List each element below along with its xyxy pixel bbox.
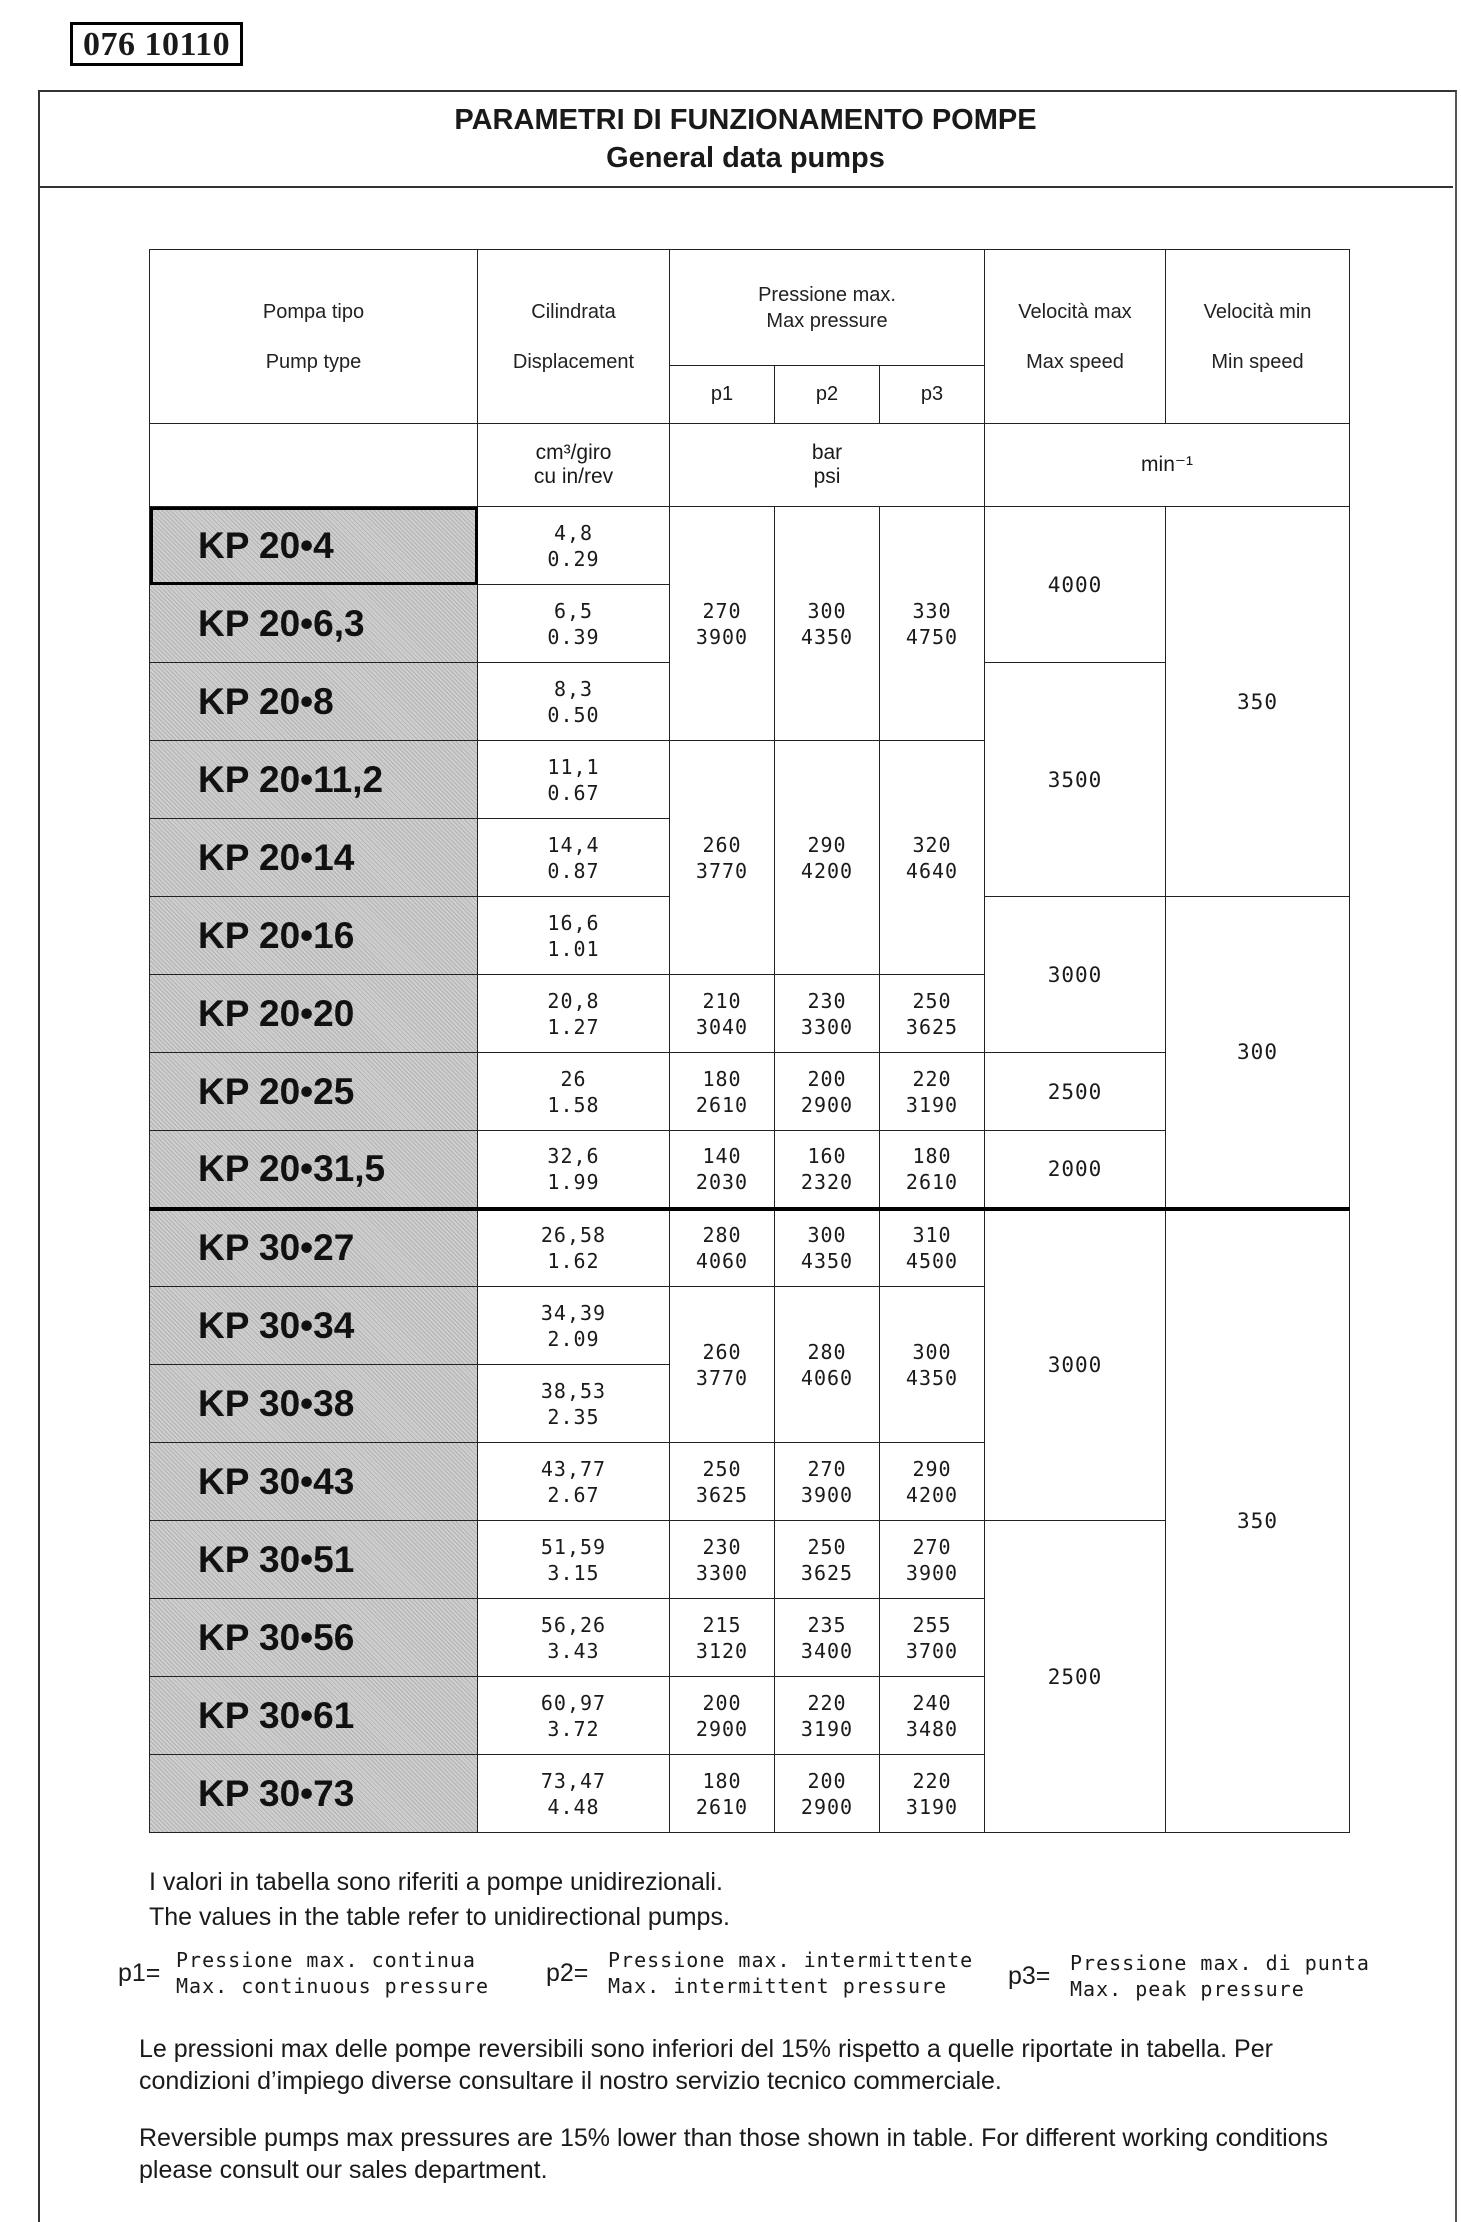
min-speed-cell: 350 (1166, 1209, 1350, 1833)
pump-type-cell: KP 20•4 (150, 507, 478, 585)
unit-pump-empty (150, 424, 478, 507)
min-speed-cell: 300 (1166, 897, 1350, 1209)
min-speed-cell: 350 (1166, 507, 1350, 897)
legend-p2-text: Pressione max. intermittente Max. intermittent pressure (608, 1948, 974, 1998)
p1-cell: 200 2900 (670, 1677, 775, 1755)
pump-type-cell: KP 30•73 (150, 1755, 478, 1833)
pump-type-cell: KP 30•43 (150, 1443, 478, 1521)
unit-speed: min⁻¹ (985, 424, 1350, 507)
max-speed-cell: 2500 (985, 1521, 1166, 1833)
p3-cell: 220 3190 (880, 1053, 985, 1131)
displacement-cell: 6,5 0.39 (478, 585, 670, 663)
pump-type-cell: KP 30•51 (150, 1521, 478, 1599)
unit-displacement (478, 424, 670, 507)
p1-cell: 215 3120 (670, 1599, 775, 1677)
pump-type-cell: KP 30•27 (150, 1209, 478, 1287)
p3-cell: 250 3625 (880, 975, 985, 1053)
header-max-speed (985, 250, 1166, 424)
displacement-cell: 16,6 1.01 (478, 897, 670, 975)
p3-cell: 270 3900 (880, 1521, 985, 1599)
p2-cell: 200 2900 (775, 1755, 880, 1833)
max-speed-cell: 3000 (985, 1209, 1166, 1521)
unit-displacement-cm3: cm³/giro (535, 441, 612, 464)
max-speed-cell: 2500 (985, 1053, 1166, 1131)
paragraph-english: Reversible pumps max pressures are 15% lower than those shown in table. For different working conditions please consult our sales department. (139, 2124, 1329, 2184)
p2-cell: 235 3400 (775, 1599, 880, 1677)
p2-cell: 160 2320 (775, 1131, 880, 1209)
header-min-speed-it: Velocità min (1203, 300, 1312, 323)
pump-type-cell: KP 20•16 (150, 897, 478, 975)
pump-type-cell: KP 20•11,2 (150, 741, 478, 819)
p2-cell: 230 3300 (775, 975, 880, 1053)
p1-cell: 260 3770 (670, 741, 775, 975)
header-min-speed (1166, 250, 1350, 424)
pump-type-cell: KP 30•61 (150, 1677, 478, 1755)
legend-p1-text: Pressione max. continua Max. continuous pressure (176, 1948, 489, 1998)
header-pressure-it: Pressione max. (758, 283, 896, 306)
header-pump-type (150, 250, 478, 424)
max-speed-cell: 3000 (985, 897, 1166, 1053)
displacement-cell: 26 1.58 (478, 1053, 670, 1131)
displacement-cell: 26,58 1.62 (478, 1209, 670, 1287)
pump-type-cell: KP 20•31,5 (150, 1131, 478, 1209)
note-unidirectional-it: I valori in tabella sono riferiti a pompe unidirezionali. (149, 1868, 723, 1896)
pump-type-cell: KP 30•34 (150, 1287, 478, 1365)
header-pump-type-en: Pump type (265, 350, 362, 373)
displacement-cell: 56,26 3.43 (478, 1599, 670, 1677)
max-speed-cell: 4000 (985, 507, 1166, 663)
displacement-cell: 32,6 1.99 (478, 1131, 670, 1209)
header-p2: p2 (775, 366, 880, 424)
title-english: General data pumps (606, 142, 885, 174)
p2-cell: 300 4350 (775, 507, 880, 741)
header-max-speed-en: Max speed (1026, 350, 1124, 373)
displacement-cell: 4,8 0.29 (478, 507, 670, 585)
pump-type-cell: KP 20•20 (150, 975, 478, 1053)
p2-cell: 270 3900 (775, 1443, 880, 1521)
header-pressure (670, 250, 985, 366)
title-box (38, 90, 1453, 188)
unit-displacement-cuin: cu in/rev (533, 465, 614, 488)
pump-type-cell: KP 20•14 (150, 819, 478, 897)
displacement-cell: 34,39 2.09 (478, 1287, 670, 1365)
displacement-cell: 51,59 3.15 (478, 1521, 670, 1599)
p2-cell: 300 4350 (775, 1209, 880, 1287)
p1-cell: 270 3900 (670, 507, 775, 741)
p2-cell: 200 2900 (775, 1053, 880, 1131)
p1-cell: 180 2610 (670, 1755, 775, 1833)
displacement-cell: 60,97 3.72 (478, 1677, 670, 1755)
max-speed-cell: 2000 (985, 1131, 1166, 1209)
legend-p3-key: p3= (1008, 1962, 1051, 1990)
header-displacement (478, 250, 670, 424)
p1-cell: 260 3770 (670, 1287, 775, 1443)
title-italian: PARAMETRI DI FUNZIONAMENTO POMPE (454, 104, 1037, 136)
p3-cell: 330 4750 (880, 507, 985, 741)
header-min-speed-en: Min speed (1211, 350, 1304, 373)
legend-p2-key: p2= (546, 1959, 589, 1987)
p3-cell: 290 4200 (880, 1443, 985, 1521)
document-code: 076 10110 (70, 22, 243, 66)
p3-cell: 310 4500 (880, 1209, 985, 1287)
p2-cell: 280 4060 (775, 1287, 880, 1443)
displacement-cell: 8,3 0.50 (478, 663, 670, 741)
p1-cell: 140 2030 (670, 1131, 775, 1209)
pump-type-cell: KP 30•38 (150, 1365, 478, 1443)
pump-type-cell: KP 20•8 (150, 663, 478, 741)
paragraph-italian: Le pressioni max delle pompe reversibili sono inferiori del 15% rispetto a quelle riportate in tabella. Per condizioni d’impiego diverse consultare il nostro servizio tecnico commerciale. (139, 2035, 1273, 2095)
header-p1: p1 (670, 366, 775, 424)
p3-cell: 220 3190 (880, 1755, 985, 1833)
p1-cell: 250 3625 (670, 1443, 775, 1521)
p1-cell: 280 4060 (670, 1209, 775, 1287)
displacement-cell: 73,47 4.48 (478, 1755, 670, 1833)
note-unidirectional-en: The values in the table refer to unidirectional pumps. (149, 1903, 730, 1931)
pump-type-cell: KP 30•56 (150, 1599, 478, 1677)
pump-data-table (149, 249, 1350, 1833)
header-displacement-it: Cilindrata (531, 300, 616, 323)
legend-p3-text: Pressione max. di punta Max. peak pressure (1070, 1951, 1370, 2001)
displacement-cell: 11,1 0.67 (478, 741, 670, 819)
displacement-cell: 43,77 2.67 (478, 1443, 670, 1521)
p3-cell: 300 4350 (880, 1287, 985, 1443)
p1-cell: 230 3300 (670, 1521, 775, 1599)
legend-p1-key: p1= (118, 1959, 161, 1987)
displacement-cell: 38,53 2.35 (478, 1365, 670, 1443)
pump-type-cell: KP 20•25 (150, 1053, 478, 1131)
header-max-speed-it: Velocità max (1018, 300, 1132, 323)
displacement-cell: 14,4 0.87 (478, 819, 670, 897)
p2-cell: 250 3625 (775, 1521, 880, 1599)
p3-cell: 240 3480 (880, 1677, 985, 1755)
unit-pressure (670, 424, 985, 507)
p2-cell: 290 4200 (775, 741, 880, 975)
header-pressure-en: Max pressure (766, 309, 888, 332)
header-displacement-en: Displacement (512, 350, 635, 373)
displacement-cell: 20,8 1.27 (478, 975, 670, 1053)
p3-cell: 255 3700 (880, 1599, 985, 1677)
unit-pressure-bar: bar (811, 441, 843, 464)
p1-cell: 210 3040 (670, 975, 775, 1053)
p3-cell: 320 4640 (880, 741, 985, 975)
p2-cell: 220 3190 (775, 1677, 880, 1755)
p3-cell: 180 2610 (880, 1131, 985, 1209)
unit-pressure-psi: psi (813, 465, 841, 488)
pump-type-cell: KP 20•6,3 (150, 585, 478, 663)
header-pump-type-it: Pompa tipo (262, 300, 365, 323)
p1-cell: 180 2610 (670, 1053, 775, 1131)
max-speed-cell: 3500 (985, 663, 1166, 897)
header-p3: p3 (880, 366, 985, 424)
